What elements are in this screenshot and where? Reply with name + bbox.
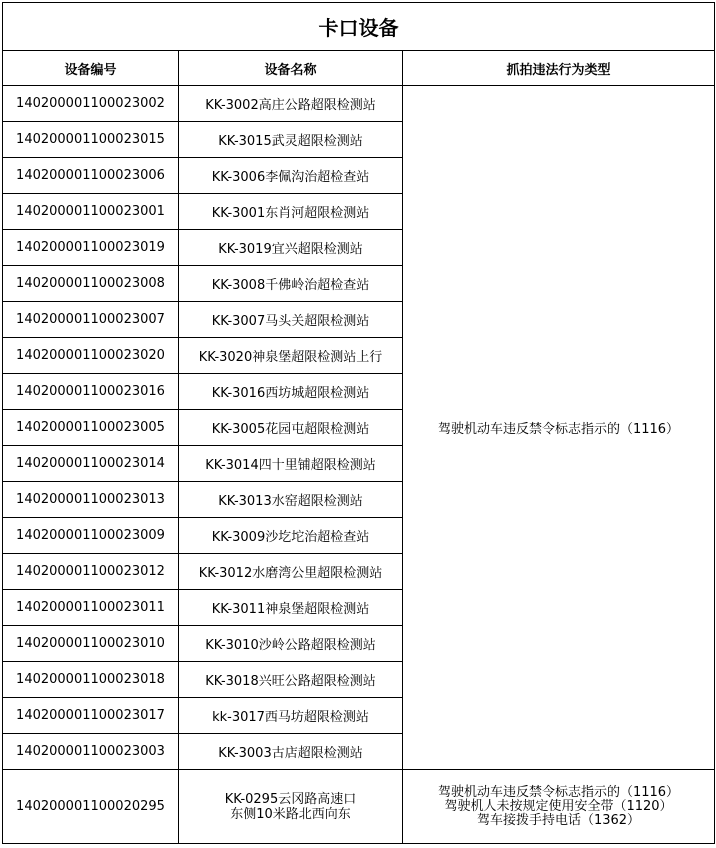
device-name-cell: KK-3007马头关超限检测站 xyxy=(179,302,403,338)
merged-violation-cell: 驾驶机动车违反禁令标志指示的（1116） xyxy=(403,86,715,770)
device-name-cell: KK-3005花园屯超限检测站 xyxy=(179,410,403,446)
table-row xyxy=(3,770,715,844)
device-name-cell: KK-3003古店超限检测站 xyxy=(179,734,403,770)
column-header-device-name: 设备名称 xyxy=(179,51,403,86)
column-header-violation-type: 抓拍违法行为类型 xyxy=(403,51,715,86)
device-id-cell: 140200001100023014 xyxy=(3,446,179,482)
device-id-cell: 140200001100023012 xyxy=(3,554,179,590)
column-header-device-id: 设备编号 xyxy=(3,51,179,86)
device-id-cell: 140200001100023015 xyxy=(3,122,179,158)
device-name-line: 东侧10米路北西向东 xyxy=(230,806,351,822)
header-row xyxy=(3,51,715,86)
table-title: 卡口设备 xyxy=(3,3,715,51)
device-id-cell: 140200001100023003 xyxy=(3,734,179,770)
violation-type-line: 驾驶机动车违反禁令标志指示的（1116） xyxy=(437,784,680,800)
device-id-cell: 140200001100023006 xyxy=(3,158,179,194)
violation-type-line: 驾驶机人未按规定使用安全带（1120） xyxy=(444,798,673,814)
device-id-cell: 140200001100023009 xyxy=(3,518,179,554)
device-id-cell: 140200001100023020 xyxy=(3,338,179,374)
device-name-cell: KK-3013水窑超限检测站 xyxy=(179,482,403,518)
device-id-cell: 140200001100023010 xyxy=(3,626,179,662)
device-name-cell: kk-3017西马坊超限检测站 xyxy=(179,698,403,734)
title-row xyxy=(3,3,715,51)
device-name-cell: KK-3015武灵超限检测站 xyxy=(179,122,403,158)
device-name-cell: KK-3009沙圪坨治超检查站 xyxy=(179,518,403,554)
violation-type-cell xyxy=(403,770,715,844)
device-name-line: KK-0295云冈路高速口 xyxy=(224,791,357,807)
device-name-cell: KK-3010沙岭公路超限检测站 xyxy=(179,626,403,662)
device-id-cell: 140200001100020295 xyxy=(3,770,179,844)
device-id-cell: 140200001100023001 xyxy=(3,194,179,230)
device-name-cell: KK-3020神泉堡超限检测站上行 xyxy=(179,338,403,374)
device-id-cell: 140200001100023005 xyxy=(3,410,179,446)
device-name-cell: KK-3019宜兴超限检测站 xyxy=(179,230,403,266)
device-name-cell: KK-3001东肖河超限检测站 xyxy=(179,194,403,230)
device-id-cell: 140200001100023002 xyxy=(3,86,179,122)
device-id-cell: 140200001100023019 xyxy=(3,230,179,266)
device-id-cell: 140200001100023007 xyxy=(3,302,179,338)
device-name-cell: KK-3014四十里铺超限检测站 xyxy=(179,446,403,482)
device-id-cell: 140200001100023013 xyxy=(3,482,179,518)
device-id-cell: 140200001100023016 xyxy=(3,374,179,410)
device-id-cell: 140200001100023018 xyxy=(3,662,179,698)
device-name-cell: KK-3008千佛岭治超检查站 xyxy=(179,266,403,302)
device-name-cell: KK-3016西坊城超限检测站 xyxy=(179,374,403,410)
device-id-cell: 140200001100023011 xyxy=(3,590,179,626)
device-table xyxy=(2,2,715,844)
device-name-cell: KK-3002高庄公路超限检测站 xyxy=(179,86,403,122)
device-name-cell: KK-3018兴旺公路超限检测站 xyxy=(179,662,403,698)
device-name-cell: KK-3006李佩沟治超检查站 xyxy=(179,158,403,194)
table-row xyxy=(3,86,715,122)
device-id-cell: 140200001100023017 xyxy=(3,698,179,734)
device-id-cell: 140200001100023008 xyxy=(3,266,179,302)
violation-type-line: 驾车接拨手持电话（1362） xyxy=(476,812,641,828)
device-name-cell xyxy=(179,770,403,844)
device-name-cell: KK-3012水磨湾公里超限检测站 xyxy=(179,554,403,590)
device-name-cell: KK-3011神泉堡超限检测站 xyxy=(179,590,403,626)
